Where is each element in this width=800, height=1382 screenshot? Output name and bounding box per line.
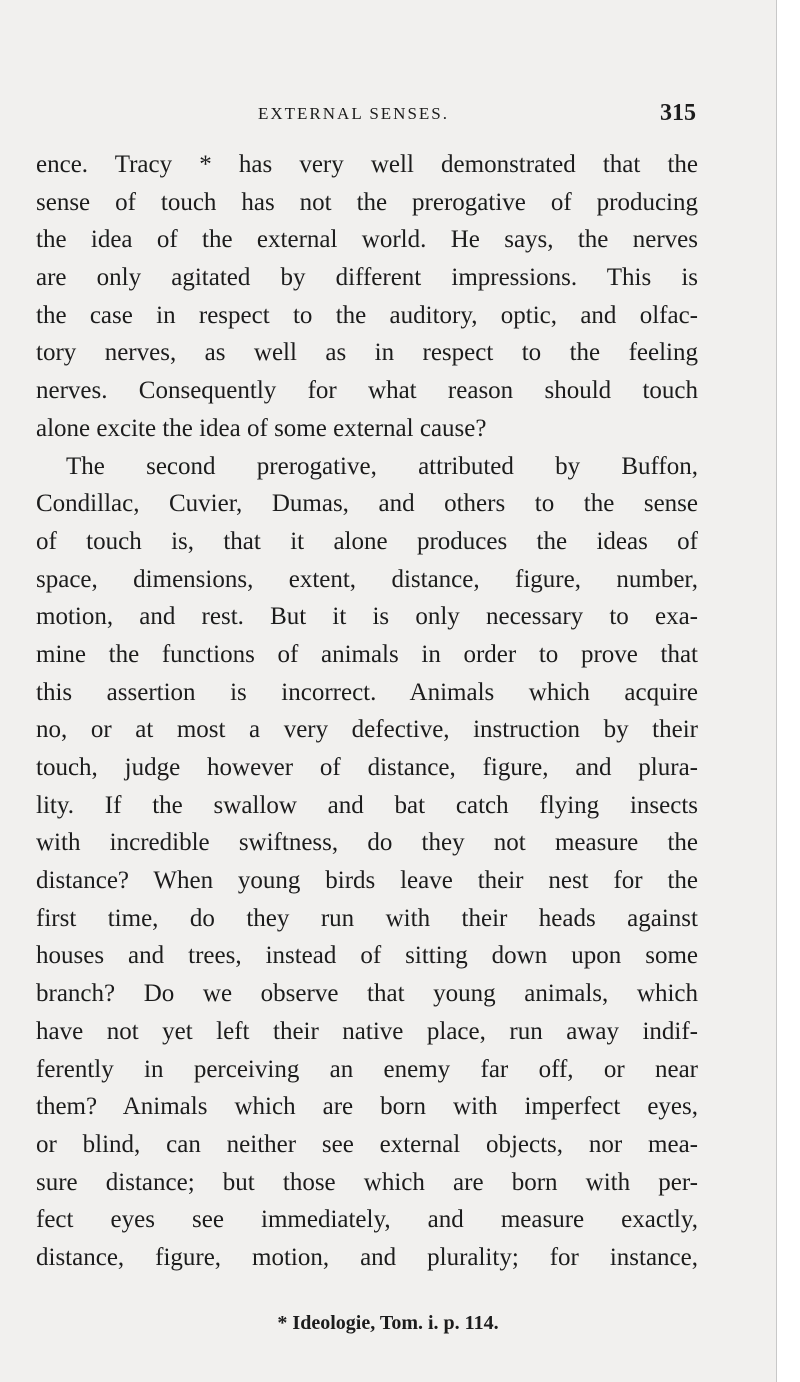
body-text [36,146,698,1277]
text-line: lity. If the swallow and bat catch flying insects [36,791,698,819]
text-line: The second prerogative, attributed by Buffon, [66,452,698,480]
text-line: distance, figure, motion, and plurality; for instance, [36,1243,698,1271]
text-line: ence. Tracy * has very well demonstrated that the [36,151,698,178]
text-line: mine the functions of animals in order to prove that [36,640,698,668]
text-line: sense of touch has not the prerogative of producing [36,188,698,216]
text-line: distance? When young birds leave their nest for the [36,867,698,895]
footnote: * Ideologie, Tom. i. p. 114. [277,1312,499,1334]
text-line: nerves. Consequently for what reason should touch [36,377,698,405]
text-line: space, dimensions, extent, distance, figure, number, [36,565,698,593]
text-line: sure distance; but those which are born with per- [36,1168,698,1196]
page-number: 315 [660,100,696,126]
text-line: first time, do they run with their heads against [36,904,698,932]
text-line: alone excite the idea of some external cause? [36,414,487,442]
text-line: branch? Do we observe that young animals, which [36,980,698,1008]
text-line: of touch is, that it alone produces the ideas of [36,527,698,555]
running-title: EXTERNAL SENSES. [258,104,449,123]
text-line: the idea of the external world. He says, the nerves [36,226,698,254]
text-line: fect eyes see immediately, and measure exactly, [36,1206,698,1234]
text-line: Condillac, Cuvier, Dumas, and others to the sense [36,490,698,518]
text-line: are only agitated by different impressions. This is [36,264,698,292]
text-line: tory nerves, as well as in respect to the feeling [36,339,698,367]
text-line: touch, judge however of distance, figure, and plura- [36,754,698,781]
text-line: the case in respect to the auditory, optic, and olfac- [36,301,698,329]
scan-margin [776,0,800,1382]
text-line: have not yet left their native place, run away indif- [36,1017,698,1045]
text-line: them? Animals which are born with imperfect eyes, [36,1093,698,1121]
text-line: or blind, can neither see external objects, nor mea- [36,1130,698,1158]
text-line: ferently in perceiving an enemy far off, or near [36,1055,698,1083]
running-head [36,100,696,130]
text-line: this assertion is incorrect. Animals which acquire [36,678,698,706]
text-line: no, or at most a very defective, instruction by their [36,716,698,744]
text-line: houses and trees, instead of sitting down upon some [36,942,698,970]
text-line: motion, and rest. But it is only necessary to exa- [36,603,698,631]
text-line: with incredible swiftness, do they not measure the [36,829,698,857]
